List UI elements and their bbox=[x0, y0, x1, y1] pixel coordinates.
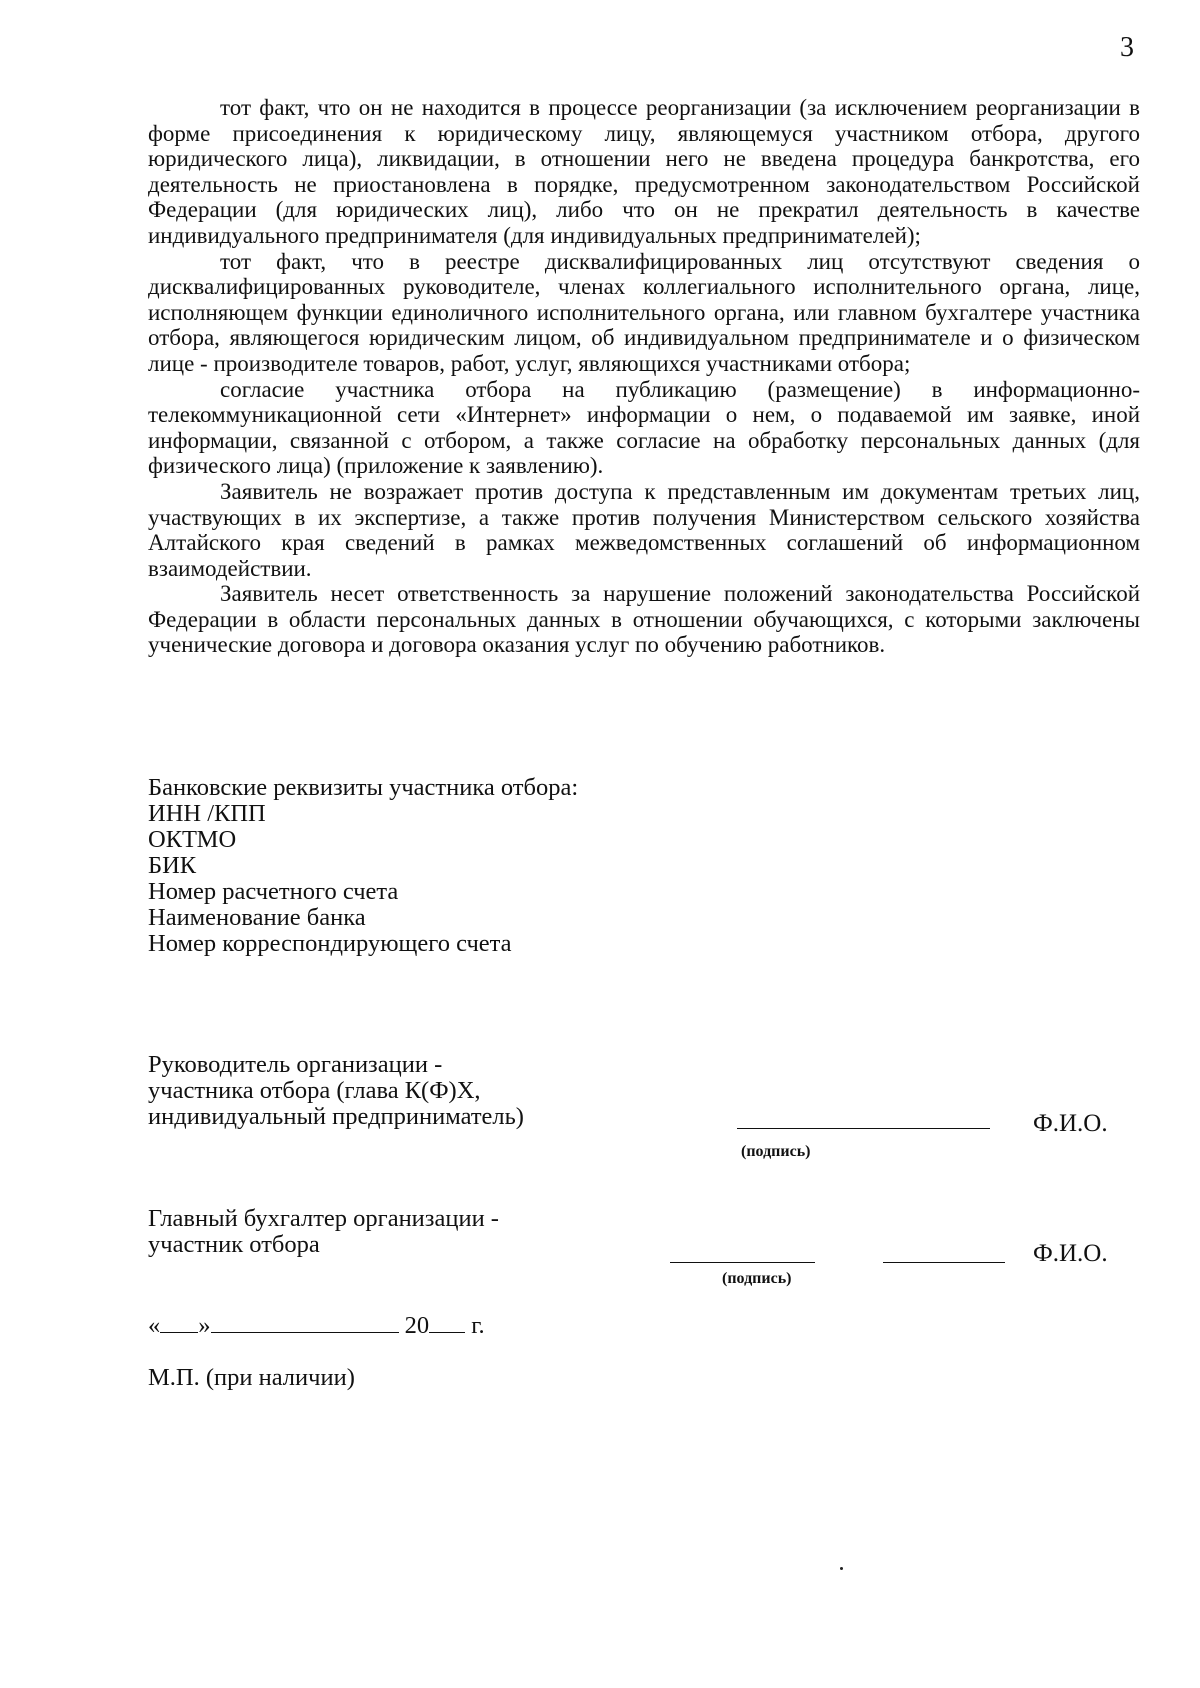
head-label-line2: участника отбора (глава К(Ф)Х, bbox=[148, 1077, 481, 1104]
paragraph-reorganization: тот факт, что он не находится в процессе реорганизации (за исключением реорганизации в форме присоединения к юридическому лицу, являющемуся участником отбора, другого юридического лица), ликвидации, в отношении него не введена процедура банкротства, его деятельность не приостановлена в порядке, предусмотренном законодательством Российской Федерации (для юридических лиц), либо что он не прекратил деятельность в качестве индивидуального предпринимателя (для индивидуальных предпринимателей); bbox=[148, 95, 1140, 248]
accountant-signature-caption: (подпись) bbox=[722, 1270, 792, 1287]
bank-corr-account: Номер корреспондирующего счета bbox=[148, 930, 512, 957]
date-year-suffix: г. bbox=[471, 1312, 485, 1339]
date-open-quote: « bbox=[148, 1312, 161, 1339]
date-line bbox=[148, 1312, 485, 1340]
date-close-quote: » bbox=[198, 1312, 211, 1339]
date-year-prefix: 20 bbox=[404, 1312, 430, 1339]
date-year-blank bbox=[429, 1332, 465, 1333]
bank-bik: БИК bbox=[148, 852, 197, 879]
accountant-signature-label bbox=[148, 1206, 499, 1258]
stamp-place: М.П. (при наличии) bbox=[148, 1364, 355, 1391]
bank-name: Наименование банка bbox=[148, 904, 366, 931]
bank-account: Номер расчетного счета bbox=[148, 878, 399, 905]
accountant-label-line2: участник отбора bbox=[148, 1231, 320, 1258]
bank-heading: Банковские реквизиты участника отбора: bbox=[148, 774, 579, 801]
bank-details bbox=[148, 775, 578, 957]
accountant-signature-line bbox=[670, 1262, 815, 1263]
accountant-fio: Ф.И.О. bbox=[1033, 1240, 1108, 1267]
paragraph-responsibility: Заявитель несет ответственность за нарушение положений законодательства Российской Федерации в области персональных данных в отношении обучающихся, с которыми заключены ученические договора и договора оказания услуг по обучению работников. bbox=[148, 581, 1140, 658]
paragraph-consent: согласие участника отбора на публикацию (размещение) в информационно-телекоммуникационной сети «Интернет» информации о нем, о подаваемой им заявке, иной информации, связанной с отбором, а также согласие на обработку персональных данных (для физического лица) (приложение к заявлению). bbox=[148, 376, 1140, 479]
head-fio: Ф.И.О. bbox=[1033, 1110, 1108, 1137]
bank-oktmo: ОКТМО bbox=[148, 826, 237, 853]
accountant-label-line1: Главный бухгалтер организации - bbox=[148, 1205, 499, 1232]
page-number: 3 bbox=[1120, 32, 1134, 63]
accountant-fio-line bbox=[883, 1262, 1005, 1263]
paragraph-access: Заявитель не возражает против доступа к представленным им документам третьих лиц, участвующих в их экспертизе, а также против получения Министерством сельского хозяйства Алтайского края сведений в рамках межведомственных соглашений об информационном взаимодействии. bbox=[148, 478, 1140, 581]
date-month-blank bbox=[211, 1332, 399, 1333]
bank-inn-kpp: ИНН /КПП bbox=[148, 800, 266, 827]
scan-speck bbox=[840, 1567, 843, 1570]
head-signature-line bbox=[737, 1128, 990, 1129]
body-text bbox=[148, 95, 1140, 658]
head-signature-label bbox=[148, 1052, 524, 1130]
head-signature-caption: (подпись) bbox=[741, 1143, 811, 1160]
paragraph-disqualified: тот факт, что в реестре дисквалифицированных лиц отсутствуют сведения о дисквалифицированных руководителе, членах коллегиального исполнительного органа, лице, исполняющем функции единоличного исполнительного органа, или главном бухгалтере участника отбора, являющегося юридическим лицом, об индивидуальном предпринимателе и о физическом лице - производителе товаров, работ, услуг, являющихся участниками отбора; bbox=[148, 248, 1140, 376]
head-label-line3: индивидуальный предприниматель) bbox=[148, 1103, 524, 1130]
head-label-line1: Руководитель организации - bbox=[148, 1051, 443, 1078]
date-day-blank bbox=[160, 1332, 198, 1333]
